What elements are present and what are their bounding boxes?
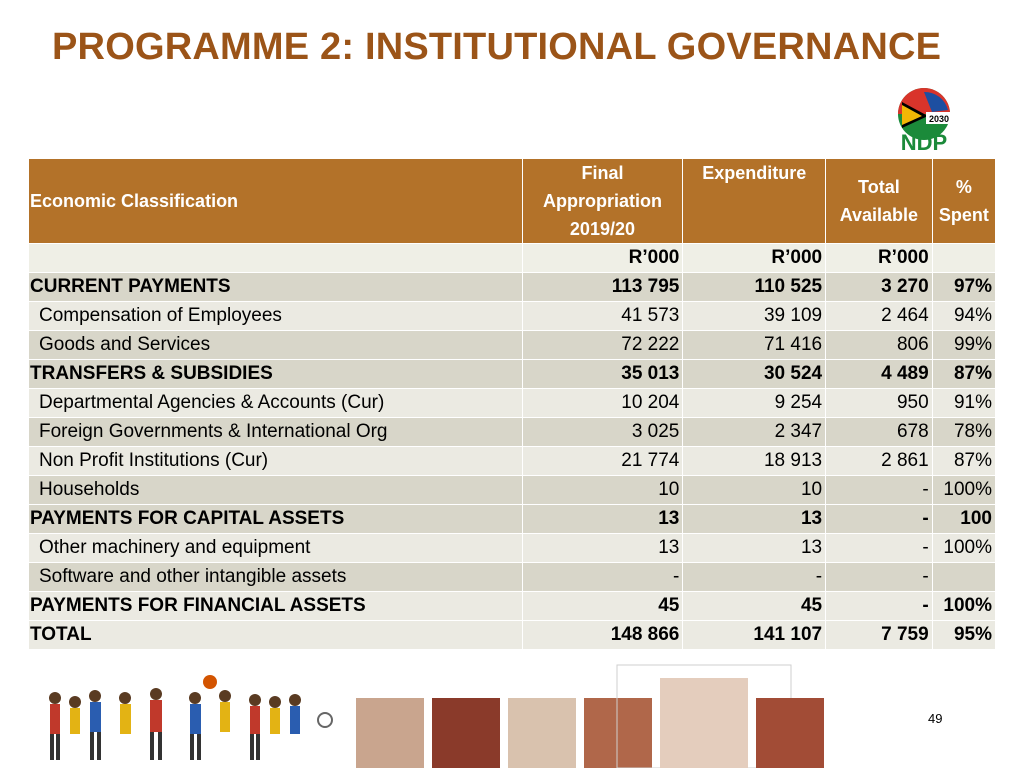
final-appropriation-cell: - (522, 563, 683, 592)
beadwork-photo (584, 698, 652, 768)
row-label: PAYMENTS FOR FINANCIAL ASSETS (29, 592, 523, 621)
footer-imagery (0, 660, 1024, 768)
percent-spent-cell: 91% (932, 389, 995, 418)
expenditure-cell: 141 107 (683, 621, 826, 650)
page-number: 49 (928, 711, 943, 726)
header-expenditure: Expenditure (683, 159, 826, 244)
total-available-cell: 4 489 (826, 360, 933, 389)
percent-spent-cell: 100 (932, 505, 995, 534)
expenditure-cell: 71 416 (683, 331, 826, 360)
budget-table (28, 158, 996, 650)
units-cell: R’000 (522, 244, 683, 273)
expenditure-cell: 30 524 (683, 360, 826, 389)
row-label: Non Profit Institutions (Cur) (29, 447, 523, 476)
units-cell (29, 244, 523, 273)
final-appropriation-cell: 45 (522, 592, 683, 621)
total-available-cell: - (826, 563, 933, 592)
final-appropriation-cell: 113 795 (522, 273, 683, 302)
table-header-row (29, 159, 996, 244)
row-label: CURRENT PAYMENTS (29, 273, 523, 302)
percent-spent-cell: 97% (932, 273, 995, 302)
logo-wordmark: NDP (900, 130, 948, 155)
row-label: Departmental Agencies & Accounts (Cur) (29, 389, 523, 418)
percent-spent-cell: 99% (932, 331, 995, 360)
header-final-appropriation: Final Appropriation 2019/20 (522, 159, 683, 244)
final-appropriation-cell: 10 (522, 476, 683, 505)
table-row (29, 418, 996, 447)
expenditure-cell: 18 913 (683, 447, 826, 476)
final-appropriation-cell: 148 866 (522, 621, 683, 650)
total-available-cell: 678 (826, 418, 933, 447)
expenditure-cell: 9 254 (683, 389, 826, 418)
total-available-cell: 2 464 (826, 302, 933, 331)
total-available-cell: 806 (826, 331, 933, 360)
row-label: Software and other intangible assets (29, 563, 523, 592)
table-row (29, 360, 996, 389)
total-available-cell: 7 759 (826, 621, 933, 650)
percent-spent-cell: 95% (932, 621, 995, 650)
total-available-cell: - (826, 505, 933, 534)
expenditure-cell: 2 347 (683, 418, 826, 447)
header-economic-classification: Economic Classification (29, 159, 523, 244)
final-appropriation-cell: 13 (522, 534, 683, 563)
hands-photo (356, 698, 424, 768)
table-row (29, 563, 996, 592)
expenditure-cell: 13 (683, 505, 826, 534)
percent-spent-cell: 100% (932, 476, 995, 505)
row-label: TOTAL (29, 621, 523, 650)
row-label: Households (29, 476, 523, 505)
total-available-cell: - (826, 534, 933, 563)
page-title: PROGRAMME 2: INSTITUTIONAL GOVERNANCE (52, 26, 942, 68)
table-row (29, 621, 996, 650)
total-available-cell: - (826, 592, 933, 621)
film-reel-photo (508, 698, 576, 768)
units-cell (932, 244, 995, 273)
ballet-photo (660, 678, 748, 768)
expenditure-cell: 45 (683, 592, 826, 621)
total-available-cell: 2 861 (826, 447, 933, 476)
people-photo (432, 698, 500, 768)
row-label: Other machinery and equipment (29, 534, 523, 563)
total-available-cell: 3 270 (826, 273, 933, 302)
row-label: Foreign Governments & International Org (29, 418, 523, 447)
final-appropriation-cell: 13 (522, 505, 683, 534)
percent-spent-cell (932, 563, 995, 592)
header-total-available: Total Available (826, 159, 933, 244)
final-appropriation-cell: 41 573 (522, 302, 683, 331)
row-label: PAYMENTS FOR CAPITAL ASSETS (29, 505, 523, 534)
final-appropriation-cell: 21 774 (522, 447, 683, 476)
expenditure-cell: 39 109 (683, 302, 826, 331)
final-appropriation-cell: 72 222 (522, 331, 683, 360)
units-row (29, 244, 996, 273)
units-cell: R’000 (683, 244, 826, 273)
final-appropriation-cell: 10 204 (522, 389, 683, 418)
table-row (29, 447, 996, 476)
ndp-2030-logo (888, 84, 962, 156)
table-row (29, 331, 996, 360)
sports-children-image (36, 675, 336, 766)
percent-spent-cell: 100% (932, 534, 995, 563)
table-row (29, 389, 996, 418)
expenditure-cell: - (683, 563, 826, 592)
expenditure-cell: 110 525 (683, 273, 826, 302)
logo-year: 2030 (928, 114, 950, 124)
final-appropriation-cell: 35 013 (522, 360, 683, 389)
percent-spent-cell: 87% (932, 447, 995, 476)
final-appropriation-cell: 3 025 (522, 418, 683, 447)
percent-spent-cell: 87% (932, 360, 995, 389)
total-available-cell: - (826, 476, 933, 505)
expenditure-cell: 13 (683, 534, 826, 563)
units-cell: R’000 (826, 244, 933, 273)
row-label: Goods and Services (29, 331, 523, 360)
row-label: TRANSFERS & SUBSIDIES (29, 360, 523, 389)
table-row (29, 534, 996, 563)
table-row (29, 273, 996, 302)
expenditure-cell: 10 (683, 476, 826, 505)
row-label: Compensation of Employees (29, 302, 523, 331)
table-row (29, 505, 996, 534)
table-row (29, 302, 996, 331)
percent-spent-cell: 94% (932, 302, 995, 331)
percent-spent-cell: 78% (932, 418, 995, 447)
table-row (29, 592, 996, 621)
saxophone-photo (756, 698, 824, 768)
table-row (29, 476, 996, 505)
total-available-cell: 950 (826, 389, 933, 418)
header-percent-spent: % Spent (932, 159, 995, 244)
percent-spent-cell: 100% (932, 592, 995, 621)
